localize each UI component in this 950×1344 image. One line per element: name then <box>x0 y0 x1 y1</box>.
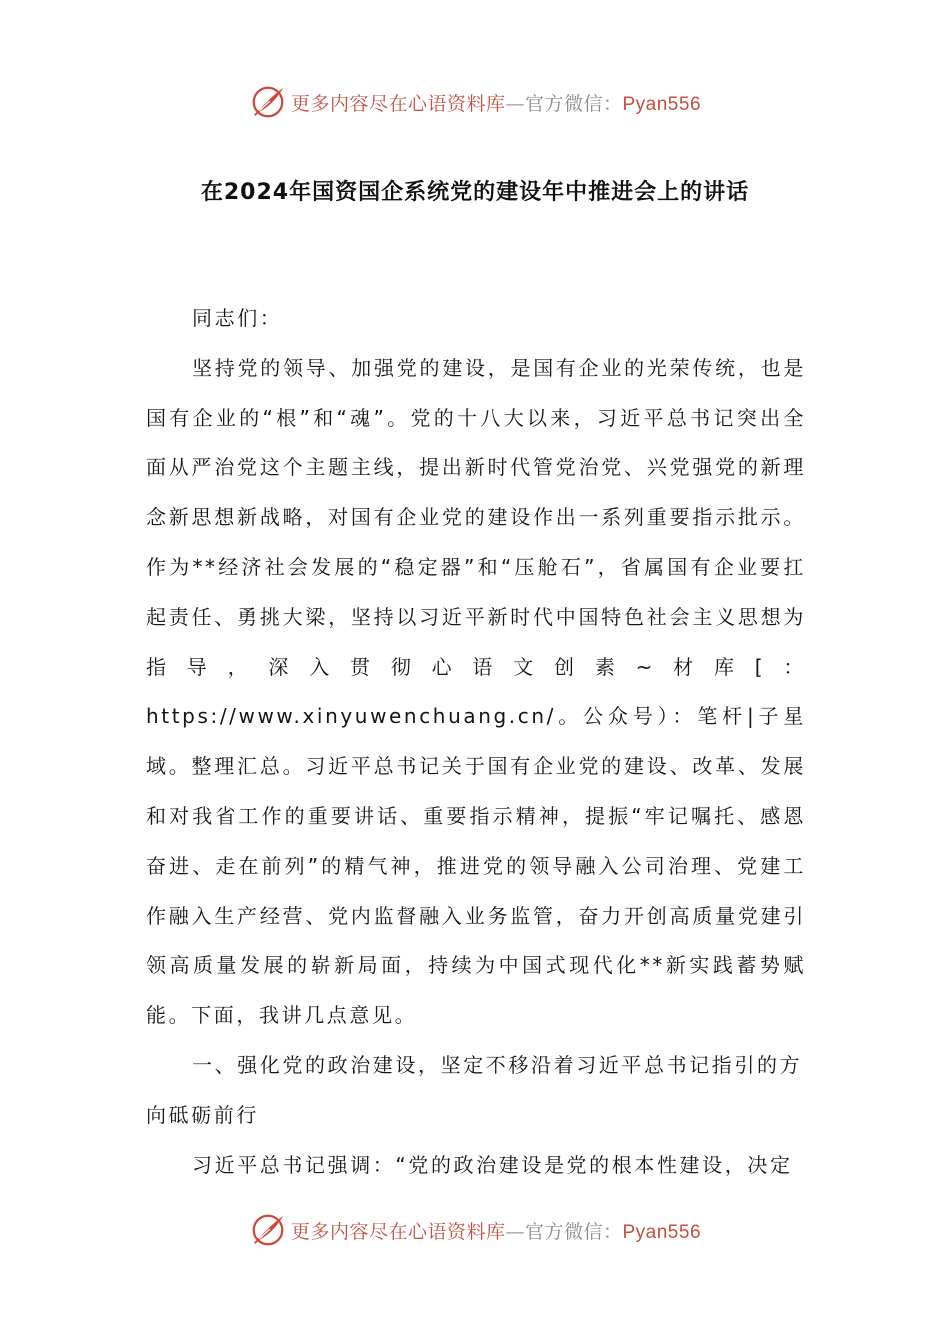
banner-wechat-id: Pyan556 <box>622 93 702 115</box>
section-heading: 一、强化党的政治建设，坚定不移沿着习近平总书记指引的方向砥砺前行 <box>146 1052 803 1127</box>
banner-wechat-id: Pyan556 <box>622 1221 702 1243</box>
banner-label: 官方微信： <box>524 1220 623 1243</box>
quill-pen-logo-icon <box>249 83 287 121</box>
section-paragraph: 习近平总书记强调：“党的政治建设是党的根本性建设，决定 <box>192 1152 793 1177</box>
footer-banner[interactable] <box>0 1210 950 1250</box>
banner-separator: — <box>505 92 525 115</box>
greeting: 同志们： <box>192 306 283 330</box>
header-banner[interactable] <box>0 82 950 122</box>
document-body <box>146 294 806 1190</box>
body-paragraph: 坚持党的领导、加强党的建设，是国有企业的光荣传统，也是国有企业的“根”和“魂”。党的十八大以来，习近平总书记突出全面从严治党这个主题主线，提出新时代管党治党、兴党强党的新理念新思想新战略，对国有企业党的建设作出一系列重要指示批示。作为**经济社会发展的“稳定器”和“压舱石”，省属国有企业要扛起责任、勇挑大梁，坚持以习近平新时代中国特色社会主义思想为指导，深入贯彻心语文创素~材库[：https://www.xinyuwenchuang.cn/。公众号）：笔杆|子星域。整理汇总。习近平总书记关于国有企业党的建设、改革、发展和对我省工作的重要讲话、重要指示精神，提振“牢记嘱托、感恩奋进、走在前列”的精气神，推进党的领导融入公司治理、党建工作融入生产经营、党内监督融入业务监管，奋力开创高质量党建引领高质量发展的崭新局面，持续为中国式现代化**新实践蓄势赋能。下面，我讲几点意见。 <box>146 355 806 1028</box>
quill-pen-logo-icon <box>249 1211 287 1249</box>
banner-brand: 更多内容尽在心语资料库 <box>290 92 506 115</box>
banner-text <box>291 1217 701 1244</box>
banner-text <box>291 89 701 116</box>
document-title: 在2024年国资国企系统党的建设年中推进会上的讲话 <box>200 180 750 205</box>
banner-brand: 更多内容尽在心语资料库 <box>290 1220 506 1243</box>
banner-label: 官方微信： <box>524 92 623 115</box>
banner-separator: — <box>505 1220 525 1243</box>
